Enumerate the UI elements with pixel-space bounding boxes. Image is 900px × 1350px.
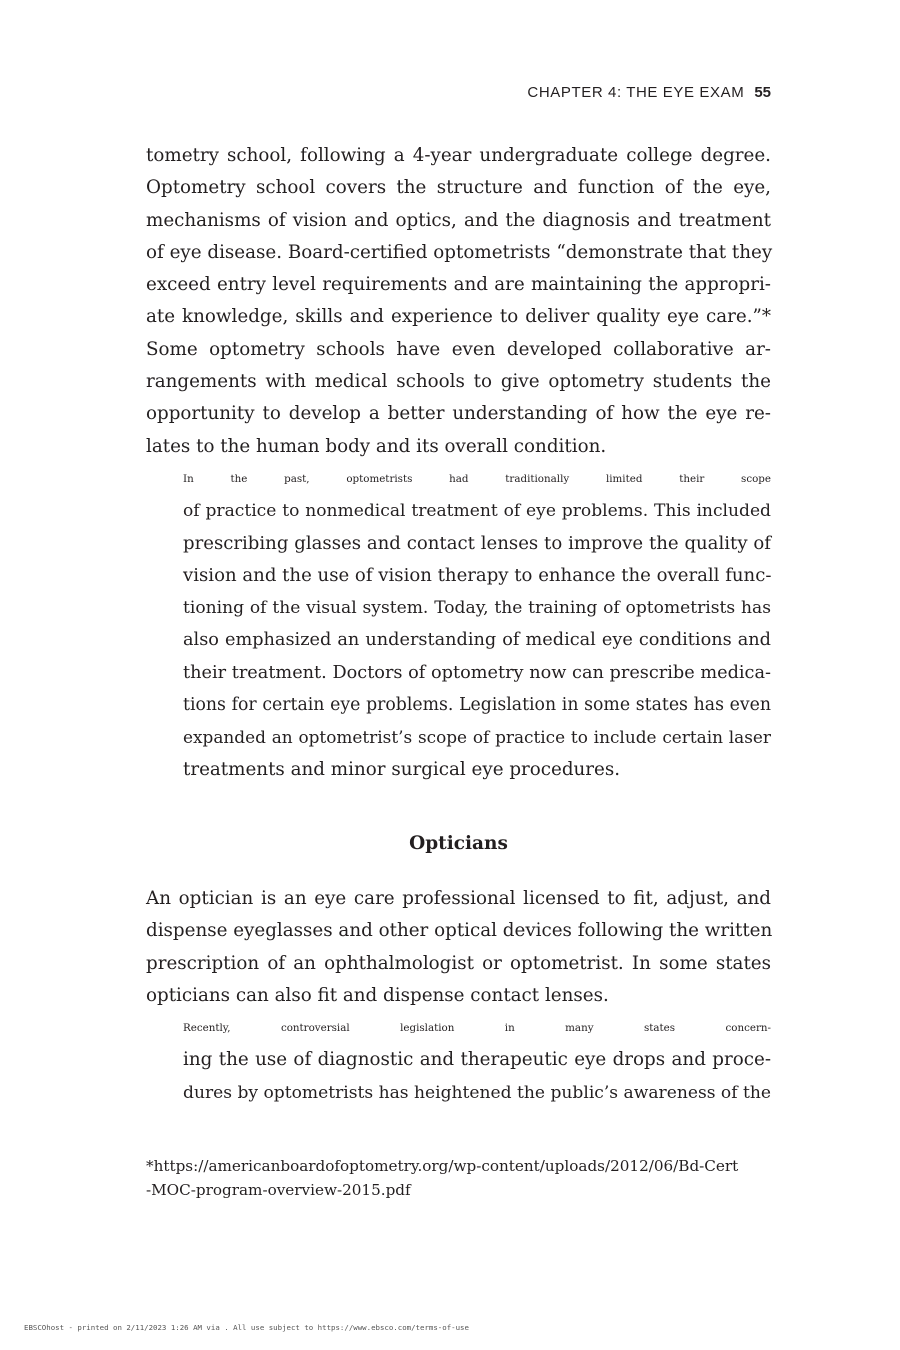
text-line: Some optometry schools have even developed collaborative ar-	[146, 338, 771, 360]
text-block-upper	[146, 140, 771, 786]
running-head	[527, 84, 771, 101]
text-line: treatments and minor surgical eye procedures.	[183, 758, 621, 780]
text-line: mechanisms of vision and optics, and the diagnosis and treatment	[146, 209, 771, 231]
text-line: An optician is an eye care professional licensed to fit, adjust, and	[146, 888, 771, 909]
text-line: of eye disease. Board-certified optometrists “demonstrate that they	[146, 241, 773, 263]
paragraph-continuation	[146, 140, 771, 463]
text-line: exceed entry level requirements and are maintaining the appropri-	[146, 274, 771, 296]
footnote	[146, 1154, 771, 1202]
paragraph-legislation	[146, 1012, 771, 1109]
footnote-line: *https://americanboardofoptometry.org/wp-content/uploads/2012/06/Bd-Cert	[146, 1157, 739, 1175]
text-line: ate knowledge, skills and experience to deliver quality eye care.”*	[146, 306, 771, 328]
text-line: expanded an optometrist’s scope of practice to include certain laser	[183, 727, 771, 748]
text-line: tions for certain eye problems. Legislation in some states has even	[183, 695, 771, 716]
text-line: vision and the use of vision therapy to enhance the overall func-	[183, 564, 772, 586]
text-line: tioning of the visual system. Today, the training of optometrists has	[183, 598, 771, 619]
text-line: tometry school, following a 4-year undergraduate college degree.	[146, 145, 771, 166]
text-line: opportunity to develop a better understanding of how the eye re-	[146, 403, 771, 425]
section-heading-opticians: Opticians	[409, 833, 508, 854]
text-line: Optometry school covers the structure and function of the eye,	[146, 177, 771, 199]
text-line: In the past, optometrists had traditionally limited their scope	[183, 472, 771, 485]
text-line: prescribing glasses and contact lenses to improve the quality of	[183, 532, 771, 554]
text-line: of practice to nonmedical treatment of eye problems. This included	[183, 501, 771, 522]
footnote-line: -MOC-program-overview-2015.pdf	[146, 1181, 411, 1199]
text-line: also emphasized an understanding of medical eye conditions and	[183, 630, 771, 651]
text-line: lates to the human body and its overall condition.	[146, 435, 607, 457]
text-line: dispense eyeglasses and other optical devices following the written	[146, 920, 773, 942]
text-line: opticians can also fit and dispense contact lenses.	[146, 984, 609, 1006]
page-number: 55	[754, 84, 771, 101]
text-line: prescription of an ophthalmologist or optometrist. In some states	[146, 952, 771, 974]
paragraph-scope-of-practice	[146, 463, 771, 786]
text-line: Recently, controversial legislation in many states concern-	[183, 1022, 771, 1035]
text-line: ing the use of diagnostic and therapeutic eye drops and proce-	[183, 1049, 771, 1071]
paragraph-optician-definition	[146, 883, 771, 1012]
print-watermark: EBSCOhost - printed on 2/11/2023 1:26 AM via . All use subject to https://www.ebsco.com/terms-of-use	[24, 1323, 469, 1332]
text-line: dures by optometrists has heightened the public’s awareness of the	[183, 1082, 771, 1103]
text-line: rangements with medical schools to give optometry students the	[146, 371, 771, 393]
text-block-lower	[146, 883, 771, 1109]
text-line: their treatment. Doctors of optometry now can prescribe medica-	[183, 662, 771, 683]
chapter-title: CHAPTER 4: THE EYE EXAM	[527, 84, 745, 101]
